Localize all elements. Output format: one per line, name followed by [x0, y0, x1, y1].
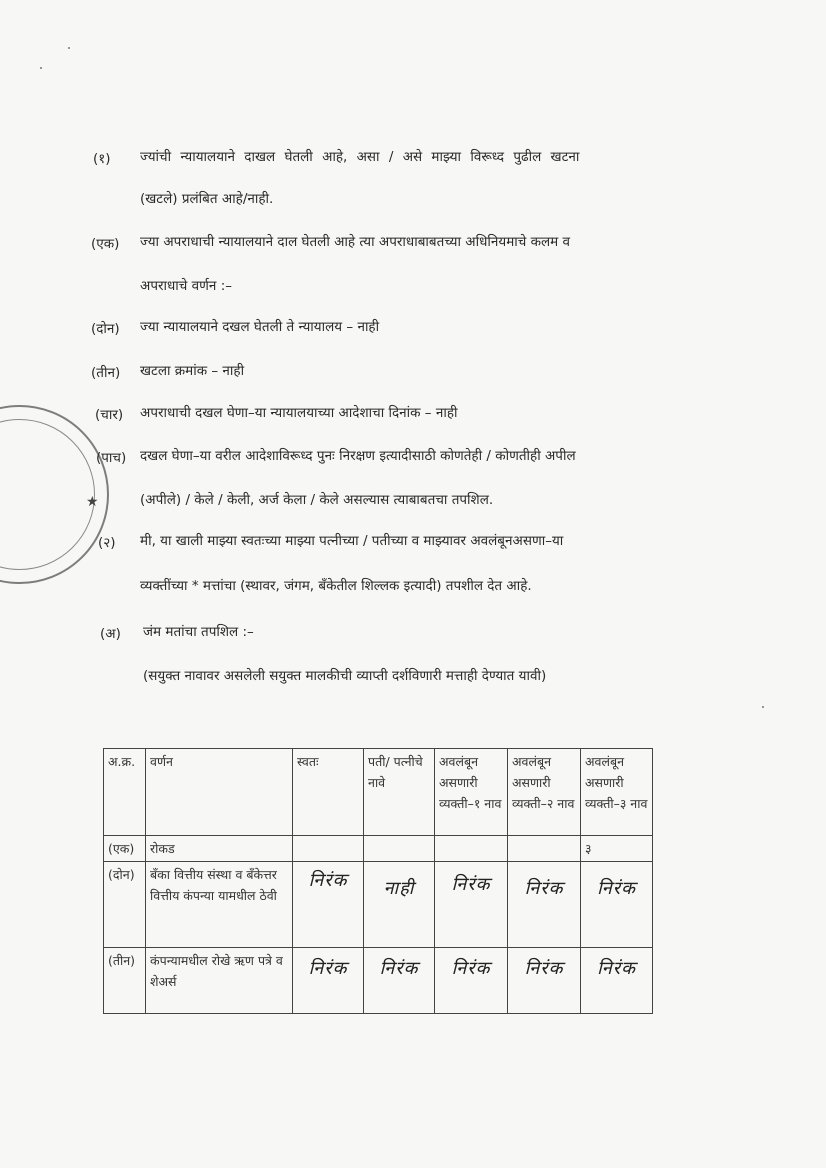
handwritten-entry: निरंक: [379, 958, 419, 979]
clause-text: ज्या न्यायालयाने दखल घेतली ते न्यायालय – नाही: [140, 319, 380, 335]
clause-text: अपराधाचे वर्णन :–: [140, 278, 233, 294]
scan-speck: [68, 47, 70, 49]
value-cell: [508, 948, 581, 1014]
clause-text: व्यक्तींच्या * मत्तांचा (स्थावर, जंगम, बॅंकेतील शिल्लक इत्यादी) तपशील देत आहे.: [140, 578, 532, 594]
table-header-row: [104, 749, 653, 836]
clause-text: (खटले) प्रलंबित आहे/नाही.: [140, 191, 274, 207]
clause-number: (एक): [91, 236, 120, 252]
table-row: [104, 836, 653, 862]
handwritten-entry: निरंक: [597, 878, 636, 899]
table-row: [104, 948, 653, 1014]
row-number: (दोन): [104, 862, 146, 948]
header-cell: अवलंबून असणारी व्यक्ती–१ नाव: [435, 749, 508, 836]
value-cell: [293, 862, 364, 948]
clause-number: (अ): [100, 626, 121, 642]
value-cell: [364, 836, 435, 862]
handwritten-entry: निरंक: [524, 958, 564, 979]
header-cell: पती/ पत्नीचे नावे: [364, 749, 435, 836]
value-cell: [364, 948, 435, 1014]
value-cell: [435, 862, 508, 948]
clause-number: (२): [98, 535, 116, 551]
row-description: रोकड: [146, 836, 293, 862]
clause-text: खटला क्रमांक – नाही: [140, 363, 245, 379]
row-number: (तीन): [104, 948, 146, 1014]
value-cell: [435, 948, 508, 1014]
clause-number: (चार): [95, 407, 124, 423]
seal-star-icon: ★: [86, 494, 99, 510]
clause-text: अपराधाची दखल घेणा–या न्यायालयाच्या आदेशाचा दिनांक – नाही: [140, 405, 458, 421]
clause-text: मी, या खाली माझ्या स्वतःच्या माझ्या पत्नीच्या / पतीच्या व माझ्यावर अवलंबूनअसणा–या: [140, 533, 564, 549]
row-description: कंपन्यामधील रोखे ऋण पत्रे व शेअर्स: [146, 948, 293, 1014]
value-cell: [364, 862, 435, 948]
clause-text: दखल घेणा–या वरील आदेशाविरूध्द पुनः निरक्षण इत्यादीसाठी कोणतेही / कोणतीही अपील: [140, 448, 576, 464]
value-cell: [581, 948, 653, 1014]
value-cell: ३: [581, 836, 653, 862]
value-cell: [435, 836, 508, 862]
header-cell: अवलंबून असणारी व्यक्ती–२ नाव: [508, 749, 581, 836]
handwritten-entry: निरंक: [597, 958, 636, 979]
row-number: (एक): [104, 836, 146, 862]
clause-text: ज्यांची न्यायालयाने दाखल घेतली आहे, असा / असे माझ्या विरूध्द पुढील खटना: [140, 149, 580, 165]
value-cell: [508, 862, 581, 948]
row-description: बॅंका वित्तीय संस्था व बॅंकेत्तर वित्तीय कंपन्या यामधील ठेवी: [146, 862, 293, 948]
header-cell: वर्णन: [146, 749, 293, 836]
handwritten-entry: निरंक: [308, 958, 348, 979]
handwritten-entry: निरंक: [451, 958, 491, 979]
header-cell: अ.क्र.: [104, 749, 146, 836]
handwritten-entry: नाही: [383, 878, 415, 899]
value-cell: [293, 836, 364, 862]
handwritten-entry: निरंक: [308, 870, 348, 891]
table-row: [104, 862, 653, 948]
scan-speck: [762, 706, 764, 708]
value-cell: [581, 862, 653, 948]
clause-number: (पाच): [96, 450, 127, 466]
clause-number: (दोन): [91, 321, 120, 337]
movable-assets-table: [103, 748, 653, 1014]
value-cell: [293, 948, 364, 1014]
value-cell: [508, 836, 581, 862]
clause-number: (तीन): [91, 365, 121, 381]
header-cell: स्वतः: [293, 749, 364, 836]
clause-text: (अपीले) / केले / केली, अर्ज केला / केले असल्यास त्याबाबतचा तपशिल.: [140, 492, 494, 508]
clause-number: (१): [93, 151, 111, 167]
scan-speck: [40, 67, 42, 69]
handwritten-entry: निरंक: [524, 878, 564, 899]
handwritten-entry: निरंक: [451, 874, 491, 895]
clause-text: जंम मतांचा तपशिल :–: [143, 624, 254, 640]
clause-text: (सयुक्त नावावर असलेली सयुक्त मालकीची व्याप्ती दर्शविणारी मत्ताही देण्यात यावी): [143, 668, 547, 684]
clause-text: ज्या अपराधाची न्यायालयाने दाल घेतली आहे त्या अपराधाबाबतच्या अधिनियमाचे कलम व: [140, 234, 571, 250]
header-cell: अवलंबून असणारी व्यक्ती–३ नाव: [581, 749, 653, 836]
